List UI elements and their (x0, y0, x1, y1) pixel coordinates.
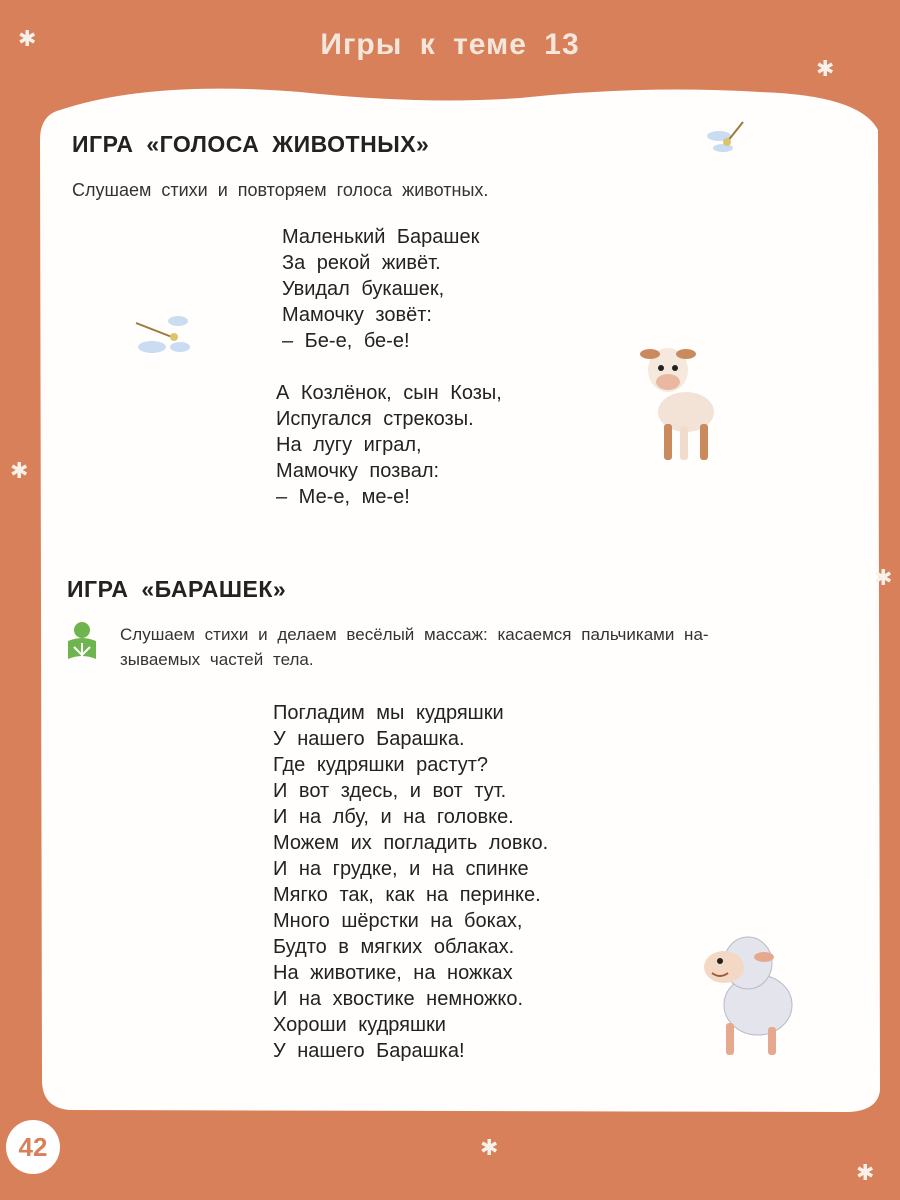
section-intro: Слушаем стихи и повторяем голоса животных. (72, 180, 489, 200)
dragonfly-illustration (132, 303, 194, 361)
poem-line: За рекой живёт. (282, 252, 441, 274)
poem-line: На животике, на ножках (273, 962, 513, 984)
poem-line: Мамочку зовёт: (282, 304, 432, 326)
poem-line: У нашего Барашка! (273, 1040, 465, 1062)
section-title-lamb: ИГРА «БАРАШЕК» (67, 576, 287, 602)
lamb-illustration (690, 925, 800, 1060)
poem-line: Будто в мягких облаках. (273, 936, 515, 958)
poem-line: Много шёрстки на боках, (273, 910, 523, 932)
poem-line: И на лбу, и на головке. (273, 806, 514, 828)
poem-line: И вот здесь, и вот тут. (273, 780, 507, 802)
maple-leaf-icon: ✱ (18, 26, 37, 51)
poem-line: – Ме-е, ме-е! (276, 486, 410, 508)
section-intro: зываемых частей тела. (120, 650, 314, 669)
poem-line: У нашего Барашка. (273, 728, 465, 750)
poem-line: Хороши кудряшки (273, 1014, 446, 1036)
maple-leaf-icon: ✱ (856, 1160, 875, 1185)
section-intro: Слушаем стихи и делаем весёлый массаж: касаемся пальчиками на- (120, 625, 709, 644)
page-header: Игры к теме 13 (320, 28, 580, 61)
child-reading-icon (64, 621, 100, 663)
poem-line: Погладим мы кудряшки (273, 702, 504, 724)
poem-lamb (273, 700, 548, 1064)
maple-leaf-icon: ✱ (480, 1135, 499, 1160)
maple-leaf-icon: ✱ (874, 565, 893, 590)
poem-line: Мамочку позвал: (276, 460, 440, 482)
poem-line: – Бе-е, бе-е! (282, 330, 410, 352)
poem-line: Увидал букашек, (282, 278, 445, 300)
poem-line: Мягко так, как на перинке. (273, 884, 541, 906)
page-number: 42 (6, 1120, 60, 1174)
poem-line: Где кудряшки растут? (273, 754, 488, 776)
poem-line: А Козлёнок, сын Козы, (276, 382, 502, 404)
poem-line: На лугу играл, (276, 434, 422, 456)
poem-line: Можем их погладить ловко. (273, 832, 549, 854)
goat-kid-illustration (638, 332, 723, 470)
poem-line: И на хвостике немножко. (273, 988, 524, 1010)
maple-leaf-icon: ✱ (10, 458, 29, 483)
section-title-animal-voices: ИГРА «ГОЛОСА ЖИВОТНЫХ» (72, 131, 430, 157)
dragonfly-illustration (705, 118, 755, 163)
poem-animal-voices (276, 224, 502, 510)
poem-line: Испугался стрекозы. (276, 408, 474, 430)
maple-leaf-icon: ✱ (816, 56, 835, 81)
poem-line: Маленький Барашек (282, 226, 480, 248)
poem-line: И на грудке, и на спинке (273, 858, 529, 880)
